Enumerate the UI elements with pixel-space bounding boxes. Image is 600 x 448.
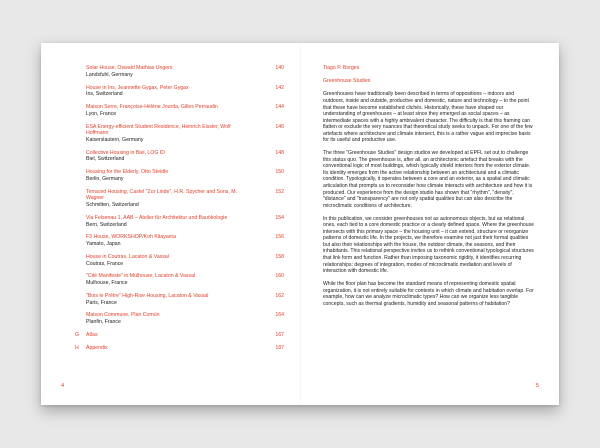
toc-entry-page: 140	[275, 65, 284, 71]
toc-entry[interactable]	[86, 312, 286, 325]
toc-section-letter: H	[75, 344, 79, 351]
toc-entry[interactable]	[86, 254, 286, 267]
article-author: Tiago P. Borges	[323, 65, 360, 71]
toc-entry-location: Biel, Switzerland	[86, 156, 125, 163]
toc-entry[interactable]	[86, 215, 286, 228]
toc-entry[interactable]	[86, 273, 286, 286]
toc-section-entry[interactable]	[75, 344, 286, 352]
article-paragraph: Greenhouses have traditionally been described in terms of oppositions – indoors and outdoors, inside and outside, productive and domestic, nature and technology – to the point that these have become established clichés. Historically, these have shaped our understanding of greenhouses – at least since they emerged as social spaces – as intermediate spaces with a highly ambivalent character. The difficulty is that this framing can flatten or exclude the very nuances that theoretical study seeks to unpack. For one of the few artefacts where architecture and climate intersect, this is a rather vague and imprecise basis for its useful and productive use.	[323, 91, 533, 144]
toc-entry-location: Coutras, France	[86, 260, 124, 267]
toc-entry[interactable]	[86, 65, 286, 78]
toc-entry-page: 164	[275, 312, 284, 319]
book-spread	[41, 43, 559, 405]
toc-section-title: Appendix	[86, 344, 108, 351]
toc-entry-page: 144	[275, 104, 284, 110]
article	[323, 65, 535, 314]
toc-entry-location: Ins, Switzerland	[86, 91, 123, 98]
toc-section-entry[interactable]	[75, 331, 286, 339]
table-of-contents	[75, 65, 286, 358]
toc-entry-location: Schmitten, Switzerland	[86, 202, 139, 209]
toc-section-page: 167	[275, 331, 284, 338]
toc-entry-location: Landsfuhl, Germany	[86, 71, 133, 78]
toc-entry-location: Paris, France	[86, 299, 117, 306]
toc-entry-page: 152	[275, 188, 284, 195]
toc-entry[interactable]	[86, 124, 286, 144]
toc-entry-title: House in Coutras, Lacaton & Vassal	[86, 253, 169, 260]
toc-entry-location: Kaiserslautern, Germany	[86, 136, 144, 143]
toc-entry-page: 154	[275, 214, 284, 221]
toc-entry-title: Collective Housing in Biel, LOG ID	[86, 149, 165, 156]
toc-entry[interactable]	[86, 234, 286, 247]
toc-entry-title: Solar House, Oswald Mathias Ungers	[86, 65, 173, 71]
right-page	[301, 43, 559, 405]
toc-entry-title: Maison Commune, Plan Común	[86, 312, 160, 319]
toc-entry-location: Bern, Switzerland	[86, 221, 127, 228]
toc-entry-page: 148	[275, 149, 284, 156]
toc-section-letter: G	[75, 331, 80, 338]
toc-entry-page: 150	[275, 169, 284, 176]
toc-entry-page: 160	[275, 273, 284, 280]
toc-entry-page: 158	[275, 253, 284, 260]
toc-entry[interactable]	[86, 85, 286, 98]
article-title: Greenhouse Studies	[323, 77, 371, 84]
toc-entry-location: Yamato, Japan	[86, 241, 121, 248]
toc-entry[interactable]	[86, 189, 286, 209]
right-page-number: 5	[535, 383, 539, 389]
toc-entry-location: Berlin, Germany	[86, 175, 124, 182]
article-paragraph: While the floor plan has become the standard means of representing domestic spatial organization, it is not entirely suitable for contexts in which climate and habitation overlap. For example, how can we analyze microclimatic types? How can we organize less tangible concepts, such as thermal gradients, humidity and seasonal patterns of habitation?	[323, 281, 534, 307]
toc-section-title: Atlas	[86, 331, 98, 338]
article-paragraph: The three "Greenhouse Studies" design studios we developed at EPFL set out to challenge this status quo. The greenhouse is, after all, an architectonic artefact that breaks with the conventional logic of most buildings, which typically shield interiors from the exterior climate. Its identity emerges from the active relationship between an architectural and a climatic condition. Typologically, it operates between a core and an exterior, as a spatial and climatic articulation that prompts us to reconsider how climate interacts with architecture and how it is produced. Our experience from the design studio has shown that "rhythm", "density", "distance" and "transparency" are not only spatial qualities but can also describe the microclimatic conditions of architecture.	[323, 150, 533, 209]
toc-entry-location: Lyon, France	[86, 110, 117, 117]
toc-entry-page: 146	[275, 123, 284, 130]
toc-entry-location: Planfin, France	[86, 319, 121, 326]
left-page-number: 4	[61, 383, 65, 389]
toc-entry-title: F3 House, WORKSHOP/Koh Kitayama	[86, 234, 176, 241]
toc-entry[interactable]	[86, 104, 286, 117]
article-paragraph: In this publication, we consider greenhouses not as autonomous objects, but as relational ones, each tied to a core domestic practice or a clearly defined space. Where the greenhouse intersects with this primary space – the housing unit – it can extend, structure or reorganize patterns of domestic life. In the projects, we therefore examine not just their formal qualities but also their relationships with the house, the outdoor climate, the seasons, and their inhabitants. This relational perspective invites us to rethink conventional typological structures that link form and function. Rather than imposing taxonomic rigidity, it identifies recurring relationships: degrees of integration, modes of microclimatic mediation and levels of interaction with domestic life.	[323, 215, 534, 275]
toc-entry-location: Mulhouse, France	[86, 280, 128, 287]
left-page	[41, 43, 300, 405]
toc-entry-title: Maison Serre, Françoise-Hélène Jourda, Gilles Perraudin	[86, 104, 218, 110]
toc-entry-title: "Bois le Prêtre" High-Rise Housing, Lacaton & Vassal	[86, 292, 209, 299]
toc-entry-page: 162	[275, 292, 284, 299]
toc-entry[interactable]	[86, 169, 286, 182]
toc-entry-title: "Cité Manifeste" in Mulhouse, Lacaton & Vassal	[86, 273, 196, 280]
toc-entry-page: 142	[275, 84, 284, 91]
toc-section-page: 187	[275, 344, 284, 351]
toc-entry-title: Housing for the Elderly, Otto Steidle	[86, 169, 169, 176]
toc-entry[interactable]	[86, 293, 286, 306]
toc-entry-title: House in Ins, Jeannette Gygax, Peter Gygax	[86, 84, 189, 91]
toc-entry-page: 156	[275, 234, 284, 241]
toc-entry-title: ESA Energy-efficient Student Residence, Heinrich Eissler, Wolf Hoffmann	[86, 123, 231, 137]
toc-entry-title: Via Felsenau 1, AAB – Atelier für Architektur und Bauökologie	[86, 214, 228, 221]
toc-entry[interactable]	[86, 150, 286, 163]
article-body	[323, 91, 535, 307]
toc-entry-title: Terraced Housing, Castel "Zur Linde", H.R. Spycher and Sons, M. Wagner	[86, 188, 238, 202]
